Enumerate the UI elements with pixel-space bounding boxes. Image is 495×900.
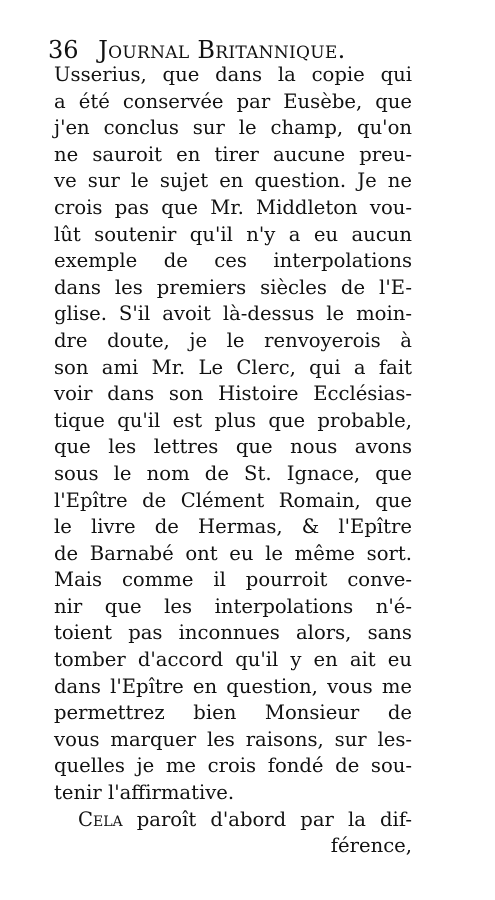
paragraph-line-rest: paroît d'abord par la dif-: [122, 807, 412, 831]
text-line: exemple de ces interpolations: [54, 249, 412, 273]
paragraph-first-word: Cela: [78, 807, 123, 831]
text-line: son ami Mr. Le Clerc, qui a fait: [54, 355, 412, 379]
text-line: permettrez bien Monsieur de: [54, 701, 412, 725]
text-line: lût soutenir qu'il n'y a eu aucun: [54, 222, 412, 246]
text-line: dans l'Epître en question, vous me: [54, 674, 412, 698]
text-line: a été conservée par Eusèbe, que: [54, 89, 412, 113]
text-line: tique qu'il est plus que probable,: [54, 408, 412, 432]
text-line: quelles je me crois fondé de sou-: [54, 754, 412, 778]
text-line: vous marquer les raisons, sur les-: [54, 727, 412, 751]
text-line: de Barnabé ont eu le même sort.: [54, 541, 412, 565]
text-line: dre doute, je le renvoyerois à: [54, 328, 412, 352]
text-line: sous le nom de St. Ignace, que: [54, 461, 412, 485]
text-line: l'Epître de Clément Romain, que: [54, 488, 412, 512]
text-line: crois pas que Mr. Middleton vou-: [54, 195, 412, 219]
catchword: férence,: [330, 834, 412, 858]
text-line: tomber d'accord qu'il y en ait eu: [54, 648, 412, 672]
page-header: [48, 36, 448, 64]
text-line: glise. S'il avoit là-dessus le moin-: [54, 302, 412, 326]
catchword-line: [54, 833, 412, 860]
text-line: voir dans son Histoire Ecclésias-: [54, 382, 412, 406]
text-line: ne sauroit en tirer aucune preu-: [54, 142, 412, 166]
text-line: toient pas inconnues alors, sans: [54, 621, 412, 645]
text-line: que les lettres que nous avons: [54, 435, 412, 459]
paragraph-start-line: [54, 807, 412, 834]
text-line-paragraph-end: tenir l'affirmative.: [54, 781, 235, 805]
text-line: ve sur le sujet en question. Je ne: [54, 169, 412, 193]
running-title: Journal Britannique.: [98, 36, 346, 64]
text-line: j'en conclus sur le champ, qu'on: [54, 116, 412, 140]
text-line: Usserius, que dans la copie qui: [54, 63, 412, 86]
text-line: dans les premiers siècles de l'E-: [54, 275, 412, 299]
body-text: [54, 62, 412, 860]
text-line: Mais comme il pourroit conve-: [54, 568, 412, 592]
text-line: le livre de Hermas, & l'Epître: [54, 515, 412, 539]
text-line: nir que les interpolations n'é-: [54, 594, 412, 618]
page-number: 36: [48, 36, 79, 64]
